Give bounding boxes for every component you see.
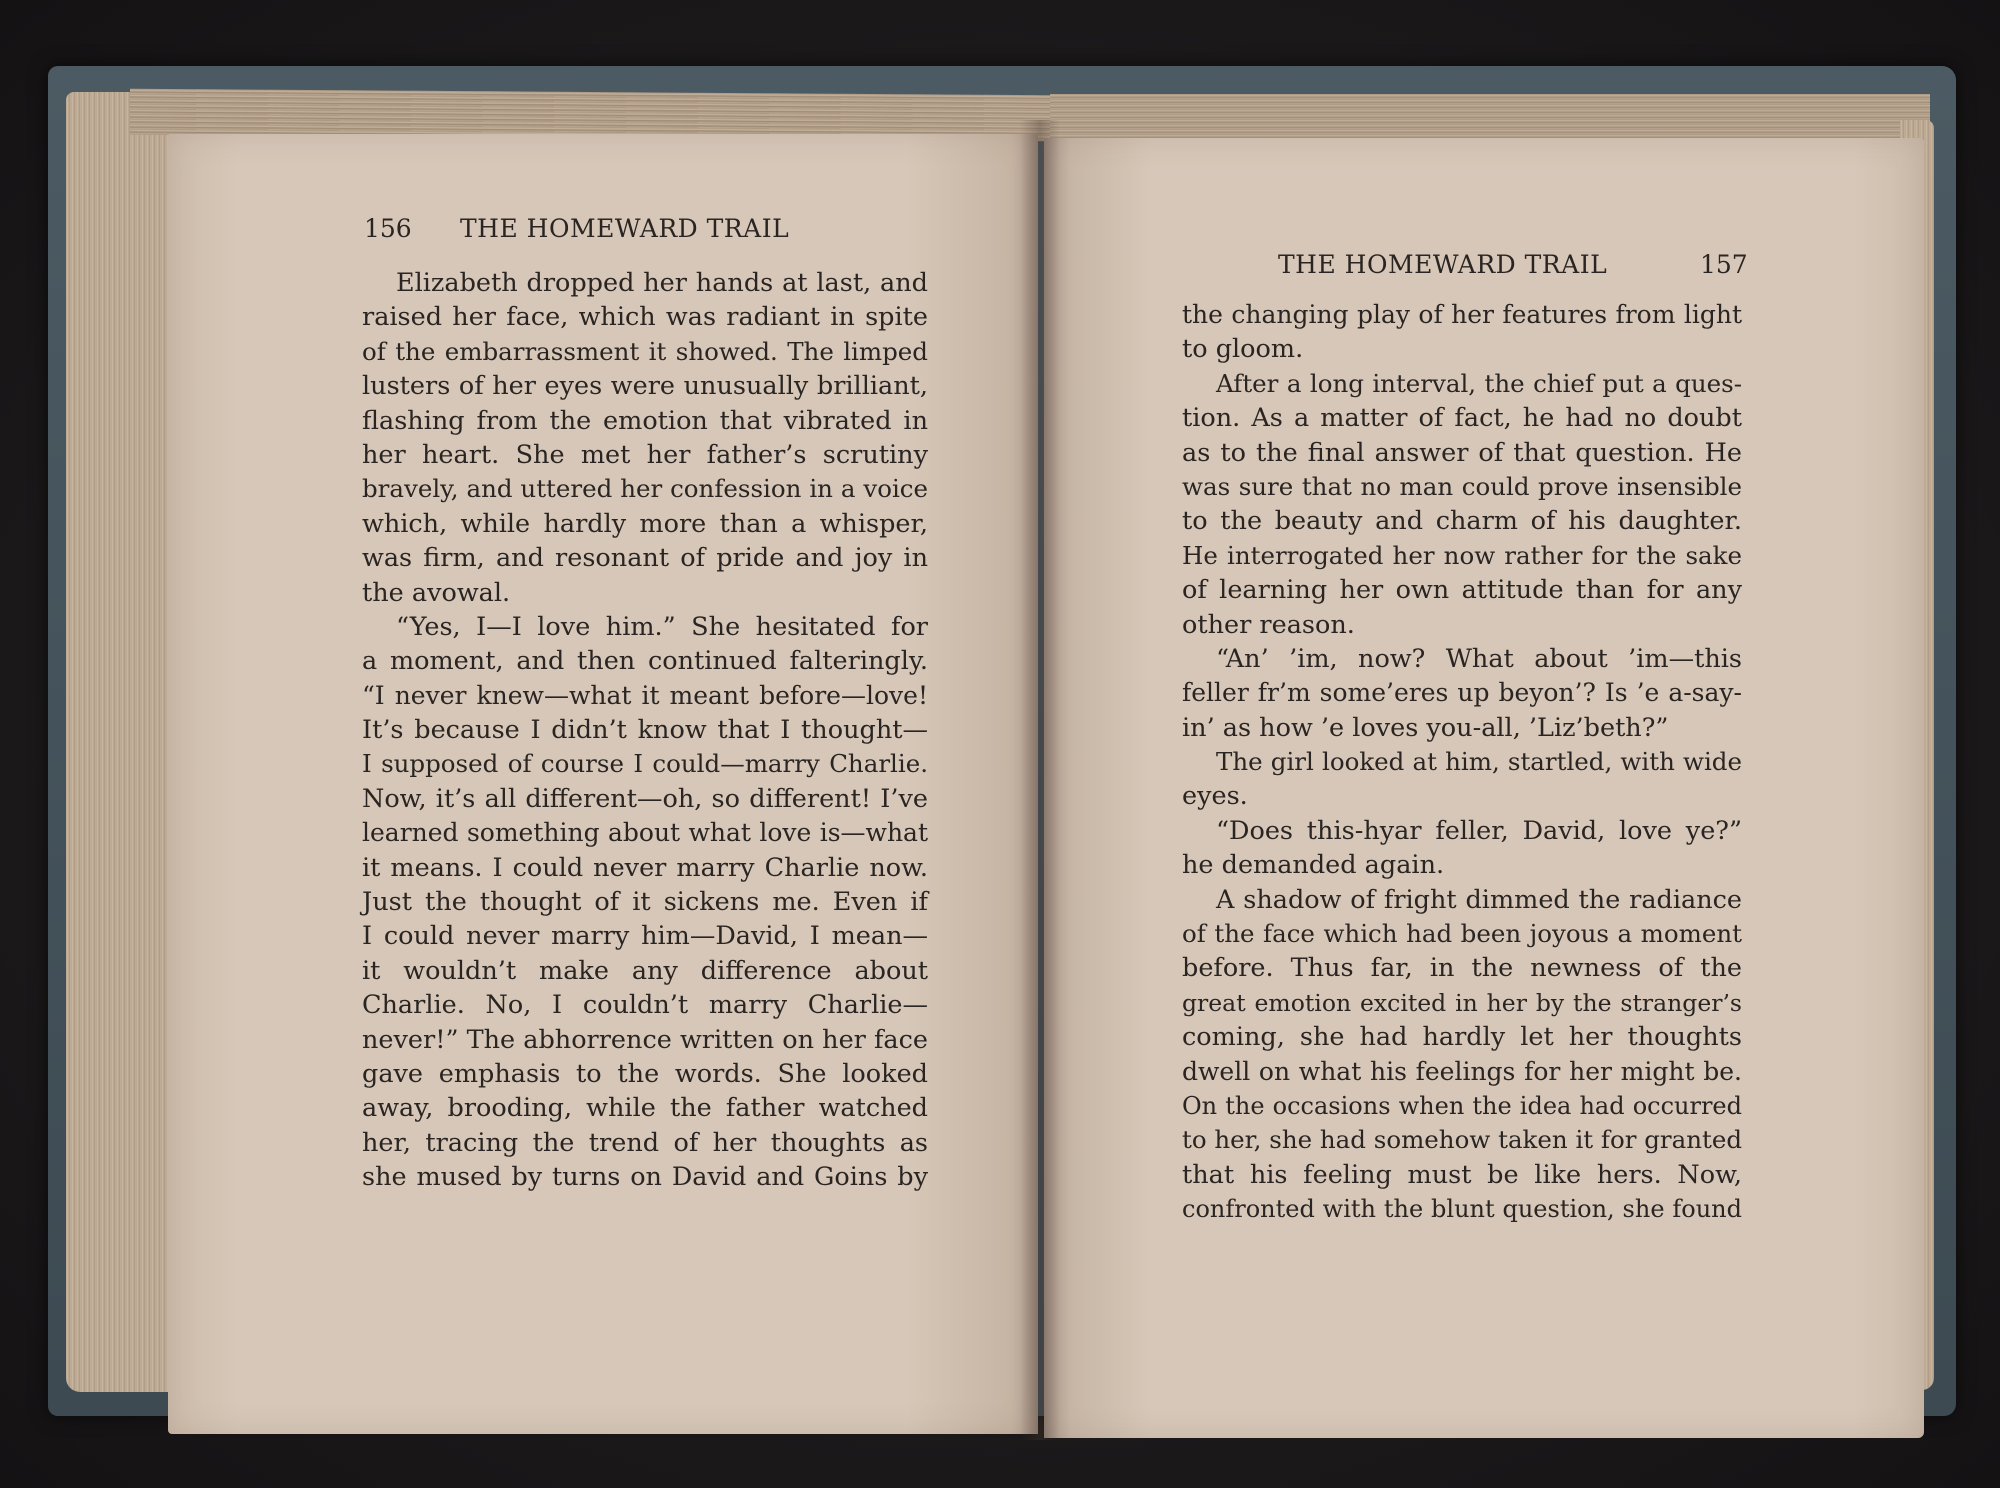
text-line: feller fr’m some’eres up beyon’? Is ’e a-say- [1182, 678, 1742, 708]
text-line: Just the thought of it sickens me. Even if [362, 887, 928, 918]
text-line: coming, she had hardly let her thoughts [1182, 1022, 1742, 1053]
text-line: her heart. She met her father’s scrutiny [362, 439, 928, 470]
page-stack-top-right [1050, 94, 1930, 144]
text-line: bravely, and uttered her confession in a voice [362, 474, 928, 504]
text-line: A shadow of fright dimmed the radiance [1216, 884, 1742, 915]
text-line: was sure that no man could prove insensible [1182, 471, 1742, 501]
text-line: he demanded again. [1182, 850, 1445, 881]
text-line: “Yes, I—I love him.” She hesitated for [396, 611, 928, 642]
text-line: as to the final answer of that question. He [1182, 437, 1742, 468]
text-line: of the face which had been joyous a moment [1182, 919, 1742, 949]
text-line: to her, she had somehow taken it for granted [1182, 1125, 1743, 1155]
text-line: that his feeling must be like hers. Now, [1182, 1159, 1742, 1190]
text-line: before. Thus far, in the newness of the [1182, 953, 1742, 984]
text-line: a moment, and then continued falteringly. [362, 646, 928, 677]
left-running-head: THE HOMEWARD TRAIL [460, 214, 790, 243]
text-line: “I never knew—what it meant before—love! [362, 680, 928, 710]
text-line: never!” The abhorrence written on her face [362, 1024, 928, 1055]
text-line: raised her face, which was radiant in spite [362, 302, 928, 333]
text-line: After a long interval, the chief put a ques- [1216, 368, 1742, 398]
text-line: I could never marry him—David, I mean— [362, 921, 928, 952]
text-line: dwell on what his feelings for her might be. [1182, 1056, 1742, 1086]
text-line: it wouldn’t make any difference about [362, 955, 928, 986]
text-line: of the embarrassment it showed. The limped [362, 336, 928, 366]
text-line: Elizabeth dropped her hands at last, and [396, 268, 928, 298]
text-line: to the beauty and charm of his daughter. [1182, 506, 1742, 537]
text-line: It’s because I didn’t know that I thought— [362, 715, 928, 746]
text-line: she mused by turns on David and Goins by [362, 1162, 928, 1193]
text-line: flashing from the emotion that vibrated in [362, 405, 928, 436]
text-line: was firm, and resonant of pride and joy in [362, 543, 928, 574]
text-line: Now, it’s all different—oh, so different! I’ve [362, 783, 928, 814]
text-line: other reason. [1182, 609, 1355, 640]
text-line: I supposed of course I could—marry Charlie. [362, 749, 928, 779]
text-line: to gloom. [1182, 334, 1304, 365]
text-line: lusters of her eyes were unusually brilliant, [362, 371, 928, 402]
text-line: He interrogated her now rather for the sake [1182, 540, 1742, 570]
text-line: in’ as how ’e loves you-all, ’Liz’beth?” [1182, 712, 1669, 743]
text-line: it means. I could never marry Charlie now. [362, 852, 928, 883]
text-line: away, brooding, while the father watched [362, 1093, 928, 1124]
text-line: of learning her own attitude than for any [1182, 575, 1742, 606]
text-line: Charlie. No, I couldn’t marry Charlie— [362, 990, 928, 1021]
right-page-number: 157 [1700, 250, 1748, 279]
text-line: The girl looked at him, startled, with wide [1216, 747, 1742, 777]
text-line: “An’ ’im, now? What about ’im—this [1216, 643, 1742, 674]
text-line: the changing play of her features from light [1182, 300, 1742, 329]
left-page [168, 134, 1038, 1434]
text-line: “Does this-hyar feller, David, love ye?” [1216, 815, 1742, 846]
text-line: the avowal. [362, 577, 511, 608]
right-page [1044, 138, 1924, 1438]
text-line: learned something about what love is—what [362, 818, 928, 848]
right-running-head: THE HOMEWARD TRAIL [1278, 250, 1608, 279]
text-line: confronted with the blunt question, she found [1182, 1195, 1742, 1224]
left-page-body [362, 266, 928, 1195]
right-page-body [1182, 298, 1742, 1227]
text-line: her, tracing the trend of her thoughts as [362, 1127, 928, 1158]
text-line: On the occasions when the idea had occurred [1182, 1091, 1742, 1120]
text-line: which, while hardly more than a whisper, [362, 508, 928, 539]
left-page-number: 156 [364, 214, 412, 243]
text-line: eyes. [1182, 781, 1248, 812]
text-line: great emotion excited in her by the stranger’s [1182, 988, 1742, 1017]
text-line: gave emphasis to the words. She looked [362, 1058, 928, 1089]
text-line: tion. As a matter of fact, he had no doubt [1182, 403, 1742, 434]
